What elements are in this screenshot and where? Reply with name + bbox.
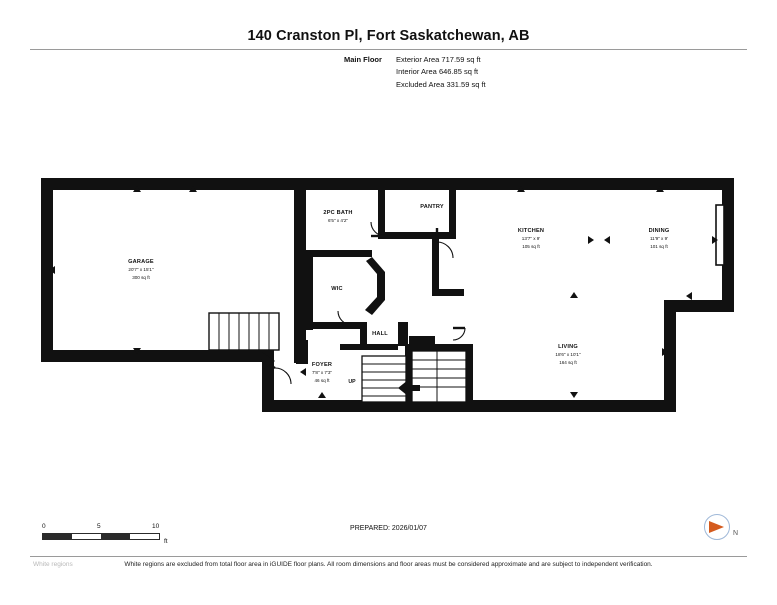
- room-living-dim: 18'6" x 10'1": [555, 352, 581, 357]
- room-living-name: LIVING: [558, 344, 578, 350]
- room-bath-name: 2PC BATH: [323, 210, 353, 216]
- room-foyer-dim: 7'8" x 7'3": [311, 370, 333, 375]
- room-pantry-name: PANTRY: [420, 204, 444, 210]
- dining-bay-window: [716, 205, 724, 265]
- floor-label: Main Floor: [344, 55, 382, 64]
- main-stairs: [362, 351, 466, 402]
- exterior-area: Exterior Area 717.59 sq ft: [396, 55, 481, 64]
- room-dining-name: DINING: [648, 228, 670, 234]
- interior-area: Interior Area 646.85 sq ft: [396, 67, 479, 77]
- scale-bar-track: [42, 533, 160, 540]
- scale-bar: [42, 523, 168, 545]
- excluded-area: Excluded Area 331.59 sq ft: [396, 79, 486, 89]
- room-bath-dim: 6'5" x 4'2": [327, 218, 349, 223]
- compass-north-label: N: [733, 530, 739, 537]
- room-dining-area: 101 sq ft: [650, 244, 668, 249]
- room-dining-dim: 11'9" x 9': [649, 236, 669, 241]
- footer-divider: [30, 556, 747, 557]
- page-title: 140 Cranston Pl, Fort Saskatchewan, AB: [247, 28, 530, 44]
- scale-tick-5: 5: [97, 523, 101, 530]
- room-foyer-name: FOYER: [311, 362, 333, 368]
- room-wic-name: WIC: [331, 286, 343, 292]
- room-hall-name: HALL: [372, 331, 388, 337]
- scale-tick-0: 0: [42, 523, 46, 530]
- white-regions-note: White regions: [33, 561, 73, 568]
- scale-tick-10: 10: [152, 523, 160, 530]
- room-garage-area: 300 sq ft: [132, 275, 150, 280]
- room-foyer-area: 46 sq ft: [314, 378, 330, 383]
- room-garage-name: GARAGE: [128, 259, 154, 265]
- room-kitchen-name: KITCHEN: [517, 228, 545, 234]
- scale-seg-2: [101, 534, 130, 539]
- room-kitchen-dim: 13'7" x 9': [521, 236, 541, 241]
- prepared-date: PREPARED: 2026/01/07: [350, 525, 427, 532]
- disclaimer-text: White regions are excluded from total floor area in iGUIDE floor plans. All room dimensions and floor areas must be considered approximate and are subject to independent verification.: [124, 561, 653, 568]
- garage-stairs: [209, 313, 279, 350]
- room-living-area: 164 sq ft: [559, 360, 577, 365]
- room-kitchen-area: 105 sq ft: [522, 244, 540, 249]
- room-garage-dim: 20'7" x 15'1": [128, 267, 154, 272]
- scale-seg-1: [43, 534, 72, 539]
- stairs-up-label: UP: [348, 379, 356, 385]
- scale-unit: ft: [164, 538, 168, 545]
